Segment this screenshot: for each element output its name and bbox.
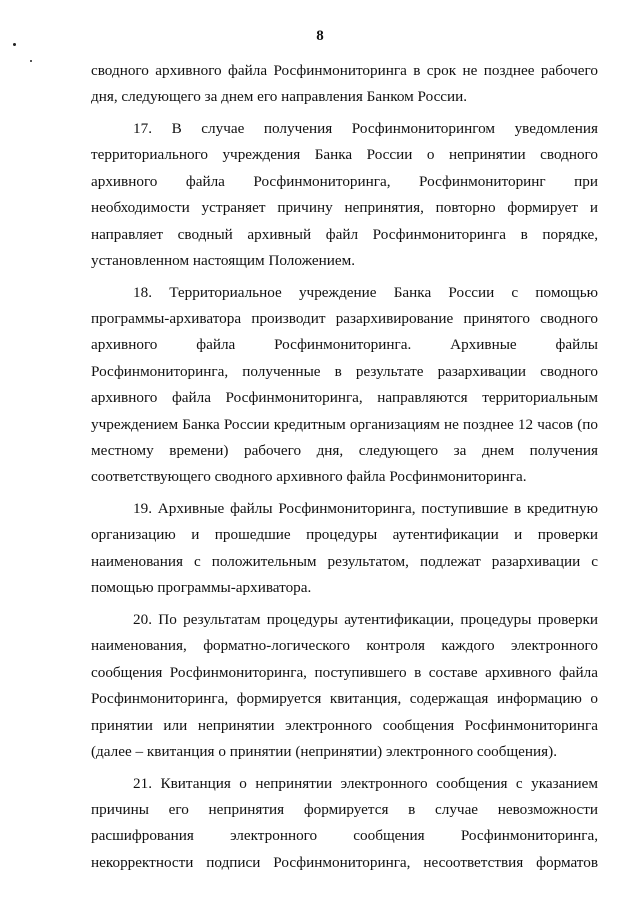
paragraph-21: 21. Квитанция о непринятии электронного сообщения с указанием причины его непринятия формируется в случае невозможности расшифрования электронного сообщения Росфинмониторинга, некорректности подписи Росфинмониторинга, несоответствия форматов [91,774,598,871]
paragraph-19: 19. Архивные файлы Росфинмониторинга, поступившие в кредитную организацию и прошедшие процедуры аутентификации и проверки наименования с положительным результатом, подлежат разархивации с помощью программы-архиватора. [91,500,598,597]
scan-artifact [30,60,32,62]
page-number: 8 [316,28,324,44]
paragraph-18: 18. Территориальное учреждение Банка России с помощью программы-архиватора производит разархивирование принятого сводного архивного файла Росфинмониторинга. Архивные файлы Росфинмониторинга, полученные в результате разархивации сводного архивного файла Росфинмониторинга, направляются территориальным учреждением Банка России кредитным организациям не позднее 12 часов (по местному времени) рабочего дня, следующего за днем получения соответствующего сводного архивного файла Росфинмониторинга. [91,283,598,486]
paragraph-16-continued: сводного архивного файла Росфинмониторинга в срок не позднее рабочего дня, следующего за днем его направления Банком России. [91,62,598,106]
paragraph-20: 20. По результатам процедуры аутентификации, процедуры проверки наименования, форматно-логического контроля каждого электронного сообщения Росфинмониторинга, поступившего в составе архивного файла Росфинмониторинга, формируется квитанция, содержащая информацию о принятии или непринятии электронного сообщения Росфинмониторинга (далее – квитанция о принятии (непринятии) электронного сообщения). [91,610,598,760]
document-body [91,58,598,881]
paragraph-17: 17. В случае получения Росфинмониторингом уведомления территориального учреждения Банка России о непринятии сводного архивного файла Росфинмониторинга, Росфинмониторинг при необходимости устраняет причину непринятия, повторно формирует и направляет сводный архивный файл Росфинмониторинга в порядке, установленном настоящим Положением. [91,120,598,270]
